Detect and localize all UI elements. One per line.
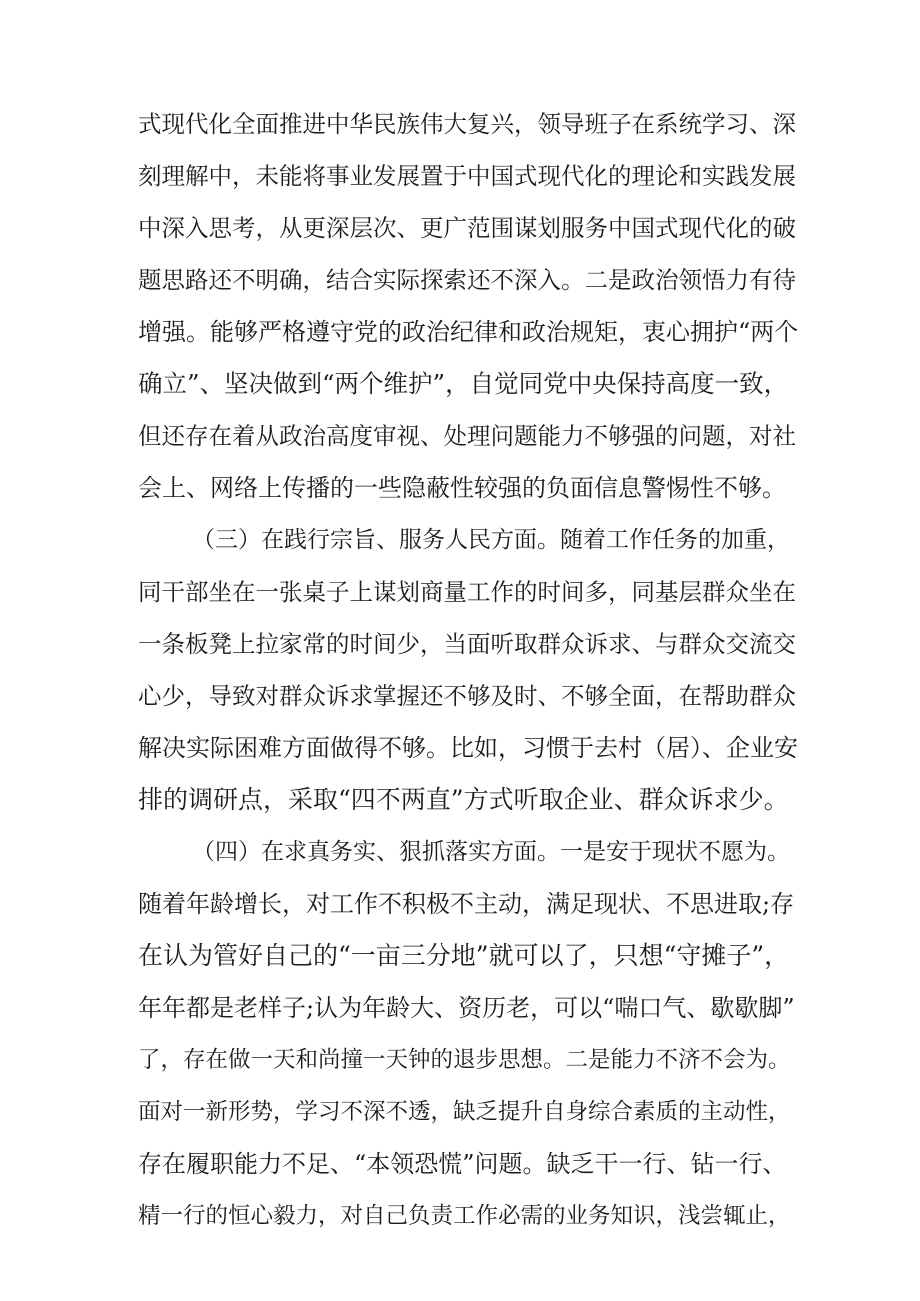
text-line: 中深入思考，从更深层次、更广范围谋划服务中国式现代化的破	[138, 214, 796, 242]
text-line: 式现代化全面推进中华民族伟大复兴，领导班子在系统学习、深	[138, 110, 796, 138]
text-line: 刻理解中，未能将事业发展置于中国式现代化的理论和实践发展	[138, 162, 796, 190]
text-line: 但还存在着从政治高度审视、处理问题能力不够强的问题，对社	[138, 422, 796, 450]
text-line: 一条板凳上拉家常的时间少，当面听取群众诉求、与群众交流交	[138, 630, 796, 658]
text-line: 排的调研点，采取“四不两直”方式听取企业、群众诉求少。	[138, 785, 789, 814]
text-line: （四）在求真务实、狠抓落实方面。一是安于现状不愿为。	[192, 839, 790, 865]
text-line: 了，存在做一天和尚撞一天钟的退步思想。二是能力不济不会为。	[138, 1047, 791, 1073]
text-line: 题思路还不明确，结合实际探索还不深入。二是政治领悟力有待	[138, 266, 796, 294]
text-line: 精一行的恒心毅力，对自己负责工作必需的业务知识，浅尝辄止，	[138, 1203, 791, 1229]
text-line: 同干部坐在一张桌子上谋划商量工作的时间多，同基层群众坐在	[138, 578, 796, 606]
text-line: 解决实际困难方面做得不够。比如，习惯于去村（居）、企业安	[138, 734, 798, 762]
text-line: 在认为管好自己的“一亩三分地”就可以了，只想“守摊子”，	[138, 941, 790, 970]
text-line: 增强。能够严格遵守党的政治纪律和政治规矩，衷心拥护“两个	[138, 318, 798, 346]
text-line: 面对一新形势，学习不深不透，缺乏提升自身综合素质的主动性，	[138, 1099, 791, 1125]
text-line: 会上、网络上传播的一些隐蔽性较强的负面信息警惕性不够。	[138, 474, 786, 502]
text-line: 存在履职能力不足、“本领恐慌”问题。缺乏干一行、钻一行、	[138, 1150, 787, 1178]
text-line: 年年都是老样子;认为年龄大、资历老，可以“喘口气、歇歇脚”	[138, 994, 795, 1022]
text-line: 心少，导致对群众诉求掌握还不够及时、不够全面，在帮助群众	[138, 682, 796, 710]
document-body	[138, 98, 798, 1242]
text-line: （三）在践行宗旨、服务人民方面。随着工作任务的加重，	[192, 527, 790, 553]
text-line: 随着年龄增长，对工作不积极不主动，满足现状、不思进取;存	[138, 890, 795, 918]
text-line: 确立”、坚决做到“两个维护”，自觉同党中央保持高度一致，	[138, 369, 789, 398]
